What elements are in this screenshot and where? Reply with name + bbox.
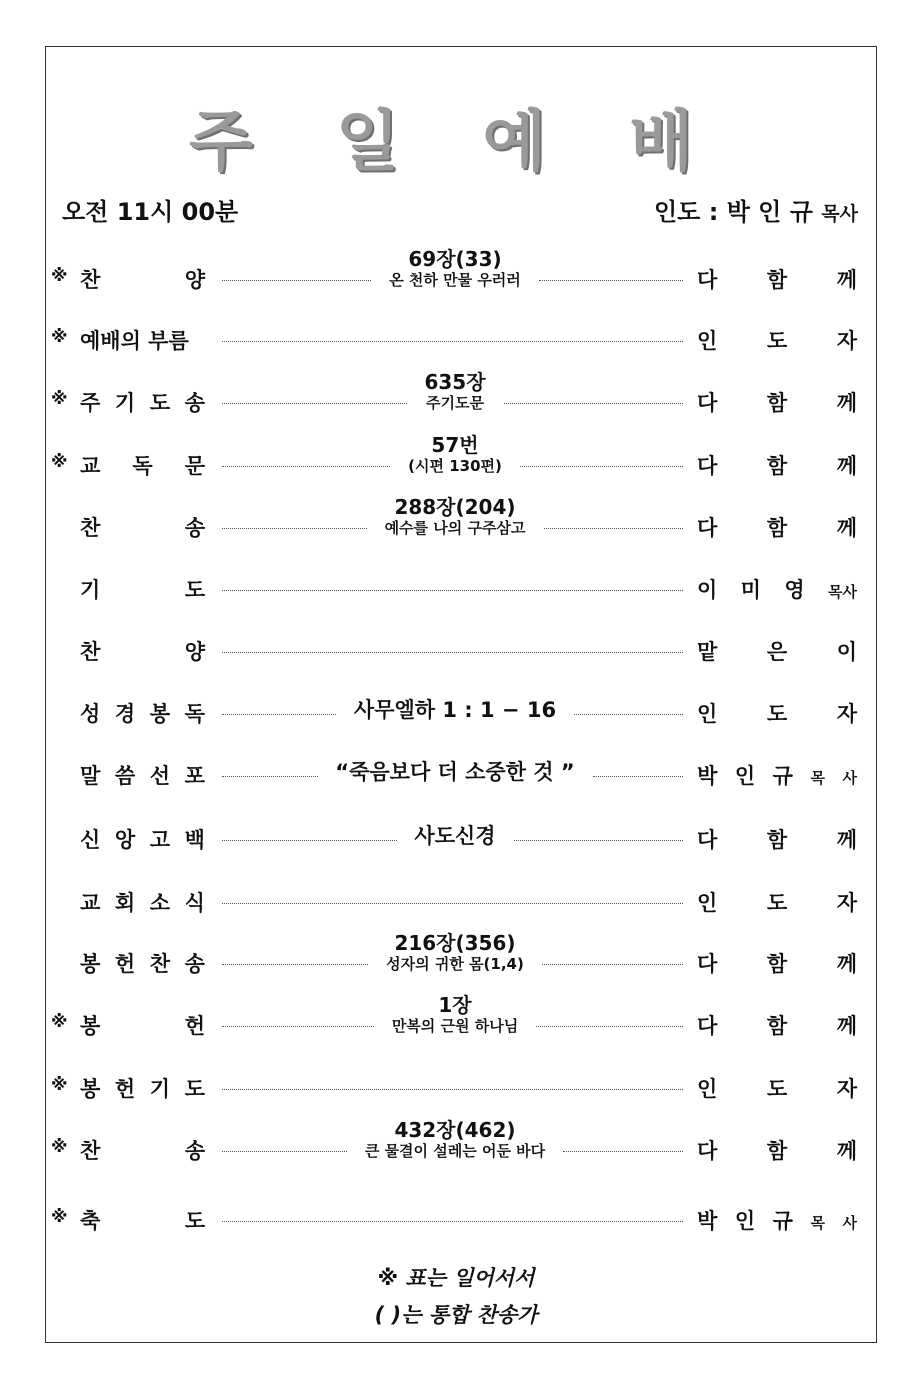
- leader-title: 목사: [821, 203, 858, 225]
- person-char: 함: [766, 952, 788, 976]
- worship-row: [0, 433, 912, 500]
- item-char: 신: [80, 828, 101, 852]
- person-char: 사: [842, 1214, 857, 1232]
- detail-sub: 큰 물결이 설레는 어둔 바다: [364, 1142, 546, 1160]
- item-char: 도: [184, 1209, 205, 1233]
- worship-item-name: [80, 450, 205, 480]
- person-char: 도: [766, 1077, 788, 1101]
- worship-row: [0, 1063, 912, 1123]
- worship-item-name: [80, 698, 205, 728]
- worship-item-name: [80, 512, 205, 542]
- item-char: 기: [80, 578, 101, 602]
- item-char: 경: [114, 702, 136, 726]
- item-char: 송: [184, 1139, 205, 1163]
- worship-item-name: [80, 948, 205, 978]
- item-char: 소: [149, 891, 171, 915]
- worship-item-name: [80, 1205, 205, 1235]
- item-char: 봉: [149, 702, 171, 726]
- worship-item-name: [80, 325, 205, 355]
- person-char: 은: [766, 640, 788, 664]
- worship-row: [0, 931, 912, 998]
- item-detail: [255, 434, 655, 476]
- standing-mark: ※: [51, 266, 68, 286]
- item-detail: [255, 371, 655, 413]
- worship-responsible: [697, 450, 857, 480]
- worship-row: [0, 750, 912, 810]
- person-char: 미: [740, 578, 761, 602]
- detail-sub: 주기도문: [426, 394, 484, 412]
- standing-mark: ※: [51, 389, 68, 409]
- item-char: 식: [184, 891, 205, 915]
- person-char: 께: [836, 1139, 857, 1163]
- worship-item-name: [80, 887, 205, 917]
- worship-item-name: [80, 574, 205, 604]
- item-char: 헌: [184, 1014, 205, 1038]
- item-char: 찬: [80, 268, 101, 292]
- person-char: 께: [836, 454, 857, 478]
- person-char: 다: [697, 391, 718, 415]
- person-char: 께: [836, 828, 857, 852]
- service-time: 오전 11시 00분: [62, 198, 239, 226]
- dotted-leader: [222, 652, 683, 653]
- standing-mark: ※: [51, 327, 68, 347]
- footer-standing-note: ※ 표는 일어서서: [377, 1266, 535, 1290]
- worship-row: [0, 626, 912, 686]
- person-char: 인: [697, 1077, 718, 1101]
- detail-sub: (시편 130편): [408, 457, 502, 475]
- person-char: 인: [697, 702, 718, 726]
- worship-responsible: [697, 887, 857, 917]
- worship-row: [0, 688, 912, 748]
- item-char: 도: [149, 391, 171, 415]
- worship-responsible: [697, 325, 857, 355]
- worship-item-name: [80, 1010, 205, 1040]
- worship-row: [0, 370, 912, 437]
- detail-main: 1장: [438, 993, 472, 1017]
- item-char: 송: [184, 516, 205, 540]
- person-char: 함: [766, 454, 788, 478]
- person-char: 박: [697, 1209, 718, 1233]
- item-char: 교: [80, 454, 101, 478]
- item-detail: [255, 248, 655, 290]
- leader-label: 인도 : 박 인 규: [653, 198, 813, 226]
- worship-responsible: [697, 264, 857, 294]
- item-char: 봉: [80, 1014, 101, 1038]
- person-char: 이: [836, 640, 857, 664]
- item-char: 도: [184, 578, 205, 602]
- item-detail: [255, 994, 655, 1036]
- worship-responsible: [697, 574, 857, 604]
- dotted-leader: [222, 903, 683, 904]
- person-char: 다: [697, 268, 718, 292]
- item-char: 백: [184, 828, 205, 852]
- detail-sub: 예수를 나의 구주삼고: [384, 519, 526, 537]
- worship-responsible: [697, 1073, 857, 1103]
- worship-row: [0, 247, 912, 314]
- worship-item-name: [80, 264, 205, 294]
- worship-item-name: [80, 636, 205, 666]
- worship-responsible: [697, 760, 857, 790]
- item-char: 송: [184, 391, 205, 415]
- detail-main: 사무엘하 1 : 1 − 16: [353, 698, 557, 722]
- detail-main: 288장(204): [394, 495, 516, 519]
- standing-mark: ※: [51, 1137, 68, 1157]
- item-char: 예배의 부름: [80, 329, 189, 353]
- item-char: 찬: [149, 952, 171, 976]
- person-char: 자: [836, 702, 857, 726]
- item-char: 봉: [80, 952, 101, 976]
- worship-row: [0, 877, 912, 937]
- worship-responsible: [697, 698, 857, 728]
- standing-mark: ※: [51, 1012, 68, 1032]
- person-char: 다: [697, 1014, 718, 1038]
- detail-main: 57번: [431, 433, 479, 457]
- worship-item-name: [80, 1073, 205, 1103]
- item-char: 말: [80, 764, 101, 788]
- person-char: 자: [836, 1077, 857, 1101]
- person-char: 께: [836, 952, 857, 976]
- item-char: 찬: [80, 640, 101, 664]
- worship-row: [0, 1195, 912, 1255]
- person-char: 함: [766, 268, 788, 292]
- detail-main: 216장(356): [394, 931, 516, 955]
- item-detail: [255, 698, 655, 722]
- person-char: 사: [842, 769, 857, 787]
- person-char: 박: [697, 764, 718, 788]
- worship-responsible: [697, 1010, 857, 1040]
- item-detail: [255, 496, 655, 538]
- person-char: 도: [766, 329, 788, 353]
- item-char: 씀: [114, 764, 136, 788]
- detail-main: 사도신경: [414, 824, 496, 848]
- item-char: 축: [80, 1209, 101, 1233]
- item-char: 포: [184, 764, 205, 788]
- worship-responsible: [697, 1135, 857, 1165]
- person-char: 함: [766, 1139, 788, 1163]
- item-char: 양: [184, 640, 205, 664]
- detail-main: 432장(462): [394, 1118, 516, 1142]
- item-char: 교: [80, 891, 101, 915]
- item-char: 독: [132, 454, 153, 478]
- item-char: 봉: [80, 1077, 101, 1101]
- item-char: 회: [114, 891, 136, 915]
- person-char: 인: [734, 764, 756, 788]
- page-title: 주 일 예 배: [189, 103, 723, 180]
- item-detail: [255, 1119, 655, 1161]
- dotted-leader: [222, 590, 683, 591]
- person-char: 목: [810, 769, 825, 787]
- detail-sub: 온 천하 만물 우러러: [389, 271, 521, 289]
- worship-row: [0, 564, 912, 624]
- worship-responsible: [697, 387, 857, 417]
- item-char: 주: [80, 391, 101, 415]
- person-char: 다: [697, 828, 718, 852]
- worship-row: [0, 315, 912, 375]
- worship-item-name: [80, 1135, 205, 1165]
- worship-row: [0, 495, 912, 562]
- item-char: 송: [184, 952, 205, 976]
- person-char: 함: [766, 828, 788, 852]
- dotted-leader: [222, 341, 683, 342]
- standing-mark: ※: [51, 1207, 68, 1227]
- worship-item-name: [80, 760, 205, 790]
- person-char: 목: [810, 1214, 825, 1232]
- item-char: 기: [114, 391, 136, 415]
- item-char: 찬: [80, 516, 101, 540]
- service-leader: [654, 192, 858, 227]
- detail-main: “죽음보다 더 소중한 것 ”: [335, 760, 575, 784]
- person-char: 인: [697, 891, 718, 915]
- person-char: 자: [836, 329, 857, 353]
- item-char: 기: [149, 1077, 171, 1101]
- item-char: 앙: [114, 828, 136, 852]
- person-char: 함: [766, 391, 788, 415]
- worship-responsible: [697, 636, 857, 666]
- dotted-leader: [222, 1221, 683, 1222]
- item-detail: [255, 932, 655, 974]
- standing-mark: ※: [51, 452, 68, 472]
- person-char: 자: [836, 891, 857, 915]
- person-char: 함: [766, 1014, 788, 1038]
- person-char: 다: [697, 952, 718, 976]
- person-char: 께: [836, 516, 857, 540]
- item-char: 헌: [114, 952, 136, 976]
- person-char: 규: [772, 764, 793, 788]
- detail-sub: 성자의 귀한 몸(1,4): [386, 955, 524, 973]
- person-char: 다: [697, 1139, 718, 1163]
- worship-responsible: [697, 948, 857, 978]
- detail-main: 69장(33): [408, 247, 502, 271]
- item-char: 도: [184, 1077, 205, 1101]
- worship-responsible: [697, 824, 857, 854]
- item-char: 선: [149, 764, 171, 788]
- item-char: 고: [149, 828, 171, 852]
- item-char: 성: [80, 702, 101, 726]
- person-char: 께: [836, 1014, 857, 1038]
- dotted-leader: [222, 1089, 683, 1090]
- worship-row: [0, 1118, 912, 1185]
- footer-hymnal-note: ( )는 통합 찬송가: [374, 1303, 538, 1327]
- person-char: 목사: [828, 583, 857, 601]
- item-char: 헌: [114, 1077, 136, 1101]
- item-detail: [255, 760, 655, 784]
- person-char: 규: [772, 1209, 793, 1233]
- worship-responsible: [697, 1205, 857, 1235]
- person-char: 다: [697, 516, 718, 540]
- person-char: 께: [836, 391, 857, 415]
- person-char: 인: [697, 329, 718, 353]
- item-char: 양: [184, 268, 205, 292]
- person-char: 맡: [697, 640, 718, 664]
- person-char: 도: [766, 891, 788, 915]
- person-char: 이: [697, 578, 718, 602]
- worship-row: [0, 993, 912, 1060]
- person-char: 도: [766, 702, 788, 726]
- detail-sub: 만복의 근원 하나님: [391, 1017, 519, 1035]
- item-detail: [255, 824, 655, 848]
- item-char: 찬: [80, 1139, 101, 1163]
- standing-mark: ※: [51, 1075, 68, 1095]
- person-char: 함: [766, 516, 788, 540]
- person-char: 께: [836, 268, 857, 292]
- worship-item-name: [80, 387, 205, 417]
- worship-item-name: [80, 824, 205, 854]
- worship-row: [0, 814, 912, 874]
- detail-main: 635장: [424, 370, 486, 394]
- person-char: 인: [734, 1209, 756, 1233]
- worship-responsible: [697, 512, 857, 542]
- item-char: 문: [184, 454, 205, 478]
- item-char: 독: [184, 702, 205, 726]
- person-char: 영: [784, 578, 805, 602]
- person-char: 다: [697, 454, 718, 478]
